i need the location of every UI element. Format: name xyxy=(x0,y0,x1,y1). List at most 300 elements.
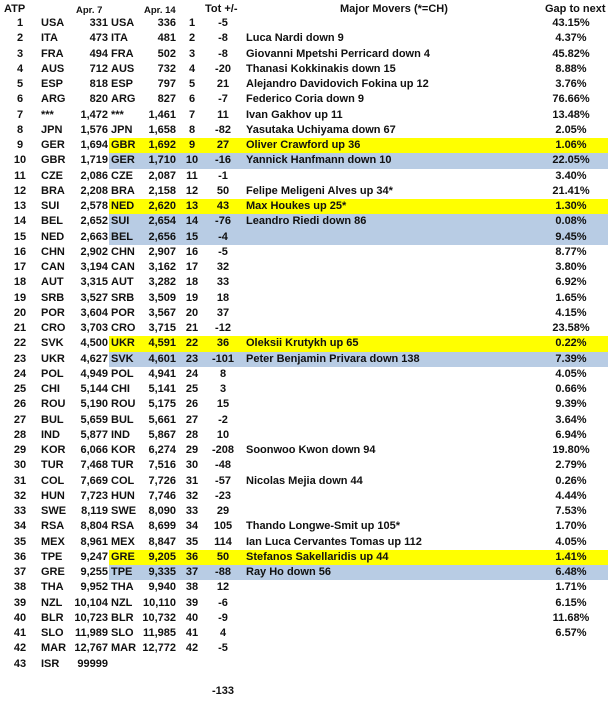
table-row xyxy=(0,138,608,153)
country-apr14: KOR xyxy=(111,444,136,456)
gap-to-next: 4.37% xyxy=(555,32,587,45)
country-apr7: BUL xyxy=(41,413,64,426)
rank-apr14: 35 xyxy=(185,535,199,548)
country-apr7: SVK xyxy=(41,337,64,350)
atp-rank: 20 xyxy=(13,306,27,319)
atp-rank: 18 xyxy=(13,276,27,289)
major-mover: Stefanos Sakellaridis up 44 xyxy=(246,550,389,563)
points-apr14: 3,162 xyxy=(148,261,176,273)
total-change: -1 xyxy=(218,169,228,182)
gap-to-next: 1.06% xyxy=(555,139,587,151)
points-apr7: 818 xyxy=(89,78,108,90)
rank-apr14: 8 xyxy=(188,123,196,136)
points-apr14: 1,692 xyxy=(148,139,176,151)
table-row xyxy=(0,397,608,412)
header-tot: Tot +/- xyxy=(205,3,238,15)
total-change: 32 xyxy=(216,261,230,273)
country-apr14: JPN xyxy=(111,123,133,136)
atp-rank: 29 xyxy=(13,444,27,456)
gap-to-next: 7.39% xyxy=(555,352,587,365)
points-apr14: 8,090 xyxy=(148,505,176,517)
total-change: 10 xyxy=(216,428,230,441)
total-change: -7 xyxy=(218,93,228,106)
major-mover: Thanasi Kokkinakis down 15 xyxy=(246,62,396,75)
total-change: 50 xyxy=(216,184,230,197)
atp-rank: 17 xyxy=(13,261,27,273)
points-apr14: 2,620 xyxy=(148,200,176,212)
country-apr14: IND xyxy=(111,428,130,441)
gap-to-next: 1.65% xyxy=(555,291,587,304)
points-apr7: 6,066 xyxy=(80,444,108,456)
total-change: -5 xyxy=(218,642,228,655)
country-apr14: SWE xyxy=(111,505,137,517)
points-apr14: 336 xyxy=(157,17,176,29)
country-apr14: THA xyxy=(111,581,134,594)
points-apr7: 5,877 xyxy=(80,428,108,441)
country-apr14: COL xyxy=(111,474,135,487)
country-apr7: CAN xyxy=(41,261,65,273)
points-apr14: 8,699 xyxy=(148,520,176,533)
country-apr7: GRE xyxy=(41,566,65,578)
country-apr7: COL xyxy=(41,474,65,487)
atp-rank: 15 xyxy=(13,230,27,243)
country-apr7: CRO xyxy=(41,322,66,334)
table-row xyxy=(0,230,608,245)
table-row xyxy=(0,443,608,458)
country-apr14: POR xyxy=(111,306,135,319)
rank-apr14: 40 xyxy=(185,611,199,624)
total-change: -101 xyxy=(211,352,235,365)
atp-rank: 30 xyxy=(13,459,27,472)
total-change: -48 xyxy=(215,459,231,472)
atp-rank: 39 xyxy=(13,596,27,609)
points-apr7: 8,804 xyxy=(80,520,108,533)
gap-to-next: 3.76% xyxy=(555,78,587,90)
country-apr14: SRB xyxy=(111,291,135,304)
table-row xyxy=(0,108,608,123)
atp-rank: 16 xyxy=(13,245,27,258)
table-row xyxy=(0,428,608,443)
total-change: -76 xyxy=(215,215,231,228)
country-apr14: BRA xyxy=(111,184,135,197)
country-apr7: RSA xyxy=(41,520,65,533)
gap-to-next: 6.92% xyxy=(555,276,587,289)
rank-apr14: 15 xyxy=(185,230,199,243)
rankings-table xyxy=(0,16,608,672)
points-apr7: 9,255 xyxy=(80,566,108,578)
total-change: -82 xyxy=(215,123,231,136)
points-apr7: 2,902 xyxy=(80,245,108,258)
points-apr14: 11,985 xyxy=(142,627,176,639)
gap-to-next: 8.88% xyxy=(555,62,587,75)
country-apr14: AUS xyxy=(111,62,135,75)
country-apr14: BEL xyxy=(111,230,133,243)
points-apr14: 797 xyxy=(157,78,176,90)
table-row xyxy=(0,474,608,489)
country-apr7: HUN xyxy=(41,489,65,502)
major-mover: Luca Nardi down 9 xyxy=(246,32,344,45)
total-change: -6 xyxy=(218,596,228,609)
country-apr14: MEX xyxy=(111,535,135,548)
gap-to-next: 6.48% xyxy=(555,566,587,578)
total-change: -8 xyxy=(218,32,228,45)
table-row xyxy=(0,291,608,306)
table-row xyxy=(0,214,608,229)
points-apr14: 5,141 xyxy=(148,383,176,395)
table-row xyxy=(0,519,608,534)
atp-rank: 13 xyxy=(13,200,27,212)
rank-apr14: 22 xyxy=(185,337,199,350)
gap-to-next: 1.70% xyxy=(555,520,587,533)
atp-rank: 8 xyxy=(16,123,24,136)
points-apr14: 2,158 xyxy=(148,184,176,197)
atp-rank: 37 xyxy=(13,566,27,578)
atp-rank: 36 xyxy=(13,550,27,563)
points-apr14: 2,087 xyxy=(148,169,176,182)
rank-apr14: 5 xyxy=(188,78,196,90)
points-apr14: 1,461 xyxy=(148,108,176,121)
points-apr7: 4,500 xyxy=(80,337,108,350)
total-change: -12 xyxy=(215,322,231,334)
country-apr14: CRO xyxy=(111,322,136,334)
country-apr7: BEL xyxy=(41,215,63,228)
atp-rank: 14 xyxy=(13,215,27,228)
points-apr14: 6,274 xyxy=(148,444,176,456)
points-apr14: 481 xyxy=(157,32,176,45)
total-change: 27 xyxy=(216,139,230,151)
table-row xyxy=(0,260,608,275)
points-apr14: 4,591 xyxy=(148,337,176,350)
country-apr14: CHI xyxy=(111,383,130,395)
gap-to-next: 1.71% xyxy=(555,581,587,594)
atp-rank: 9 xyxy=(16,139,24,151)
points-apr7: 1,472 xyxy=(80,108,108,121)
major-mover: Peter Benjamin Privara down 138 xyxy=(246,352,420,365)
points-apr7: 9,952 xyxy=(80,581,108,594)
major-mover: Giovanni Mpetshi Perricard down 4 xyxy=(246,47,430,60)
rank-apr14: 6 xyxy=(188,93,196,106)
points-apr14: 3,509 xyxy=(148,291,176,304)
gap-to-next: 6.57% xyxy=(555,627,587,639)
country-apr14: GRE xyxy=(111,550,135,563)
atp-rank: 38 xyxy=(13,581,27,594)
total-change: -208 xyxy=(211,444,235,456)
gap-to-next: 4.05% xyxy=(555,367,587,380)
header-movers: Major Movers (*=CH) xyxy=(340,3,448,15)
atp-rank: 31 xyxy=(13,474,27,487)
table-row xyxy=(0,413,608,428)
atp-rank: 10 xyxy=(13,154,27,167)
country-apr14: SVK xyxy=(111,352,134,365)
points-apr14: 1,658 xyxy=(148,123,176,136)
country-apr14: SUI xyxy=(111,215,130,228)
points-apr7: 5,659 xyxy=(80,413,108,426)
points-apr14: 7,726 xyxy=(148,474,176,487)
country-apr7: SUI xyxy=(41,200,60,212)
rank-apr14: 24 xyxy=(185,367,199,380)
points-apr7: 1,694 xyxy=(80,139,108,151)
total-change: 33 xyxy=(216,276,230,289)
country-apr7: SRB xyxy=(41,291,65,304)
gap-to-next: 19.80% xyxy=(552,444,590,456)
total-change: 37 xyxy=(216,306,230,319)
points-apr7: 2,652 xyxy=(80,215,108,228)
country-apr14: NZL xyxy=(111,596,133,609)
major-mover: Max Houkes up 25* xyxy=(246,200,347,212)
gap-to-next: 3.64% xyxy=(555,413,587,426)
gap-to-next: 0.22% xyxy=(555,337,587,350)
points-apr14: 3,567 xyxy=(148,306,176,319)
atp-rank: 6 xyxy=(16,93,24,106)
table-row xyxy=(0,184,608,199)
country-apr7: POR xyxy=(41,306,65,319)
points-apr14: 502 xyxy=(157,47,176,60)
rank-apr14: 37 xyxy=(185,566,199,578)
gap-to-next: 45.82% xyxy=(552,47,590,60)
points-apr7: 10,104 xyxy=(74,596,108,609)
total-change: 8 xyxy=(219,367,227,380)
total-change: -88 xyxy=(215,566,231,578)
gap-to-next: 11.68% xyxy=(552,611,590,624)
rank-apr14: 2 xyxy=(188,32,196,45)
country-apr7: ITA xyxy=(41,32,58,45)
total-change: 29 xyxy=(216,505,230,517)
rank-apr14: 7 xyxy=(188,108,196,121)
total-change: 3 xyxy=(219,383,227,395)
points-apr7: 12,767 xyxy=(74,642,108,655)
atp-rank: 23 xyxy=(13,352,27,365)
country-apr14: *** xyxy=(111,108,124,121)
country-apr7: CHN xyxy=(41,245,65,258)
major-mover: Ian Luca Cervantes Tomas up 112 xyxy=(246,535,422,548)
country-apr14: UKR xyxy=(111,337,135,350)
rank-apr14: 19 xyxy=(185,291,199,304)
gap-to-next: 0.08% xyxy=(555,215,587,228)
rank-apr14: 23 xyxy=(185,352,199,365)
rank-apr14: 16 xyxy=(185,245,199,258)
total-change: 11 xyxy=(217,108,229,121)
major-mover: Felipe Meligeni Alves up 34* xyxy=(246,184,393,197)
country-apr7: GBR xyxy=(41,154,66,167)
atp-rank: 27 xyxy=(13,413,27,426)
atp-rank: 22 xyxy=(13,337,27,350)
points-apr7: 4,627 xyxy=(80,352,108,365)
points-apr7: 2,578 xyxy=(80,200,108,212)
points-apr14: 9,335 xyxy=(148,566,176,578)
points-apr14: 5,661 xyxy=(148,413,176,426)
rank-apr14: 41 xyxy=(185,627,199,639)
table-row xyxy=(0,77,608,92)
points-apr7: 10,723 xyxy=(74,611,108,624)
total-change: 4 xyxy=(219,627,227,639)
total-change: -8 xyxy=(218,47,228,60)
country-apr7: AUS xyxy=(41,62,65,75)
atp-rank: 1 xyxy=(16,17,24,29)
rank-apr14: 31 xyxy=(185,474,199,487)
rank-apr14: 17 xyxy=(185,261,199,273)
total-change: -133 xyxy=(211,685,235,697)
rank-apr14: 21 xyxy=(185,322,199,334)
atp-rank: 3 xyxy=(16,47,24,60)
gap-to-next: 3.80% xyxy=(555,261,587,273)
points-apr14: 4,601 xyxy=(148,352,176,365)
country-apr7: POL xyxy=(41,367,64,380)
major-mover: Leandro Riedi down 86 xyxy=(246,215,367,228)
gap-to-next: 76.66% xyxy=(552,93,590,106)
atp-rank: 28 xyxy=(13,428,27,441)
major-mover: Ivan Gakhov up 11 xyxy=(246,108,343,121)
total-change: -5 xyxy=(218,17,228,29)
country-apr7: MEX xyxy=(41,535,65,548)
points-apr7: 3,703 xyxy=(80,322,108,334)
country-apr7: IND xyxy=(41,428,60,441)
country-apr7: THA xyxy=(41,581,64,594)
table-row xyxy=(0,489,608,504)
table-row xyxy=(0,382,608,397)
country-apr7: ARG xyxy=(41,93,66,106)
gap-to-next: 6.94% xyxy=(555,428,587,441)
table-row xyxy=(0,641,608,656)
country-apr14: CAN xyxy=(111,261,135,273)
country-apr14: USA xyxy=(111,17,135,29)
country-apr7: TPE xyxy=(41,550,63,563)
table-row xyxy=(0,657,608,672)
gap-to-next: 21.41% xyxy=(552,184,590,197)
rank-apr14: 4 xyxy=(188,62,196,75)
gap-to-next: 2.79% xyxy=(555,459,587,472)
atp-rank: 11 xyxy=(14,169,26,182)
points-apr7: 2,208 xyxy=(80,184,108,197)
points-apr14: 5,175 xyxy=(148,398,176,411)
major-mover: Soonwoo Kwon down 94 xyxy=(246,444,376,456)
atp-rank: 42 xyxy=(13,642,27,655)
country-apr7: AUT xyxy=(41,276,64,289)
rank-apr14: 18 xyxy=(185,276,199,289)
rank-apr14: 25 xyxy=(185,383,199,395)
country-apr14: POL xyxy=(111,367,134,380)
table-row xyxy=(0,123,608,138)
points-apr14: 4,941 xyxy=(148,367,176,380)
country-apr7: NZL xyxy=(41,596,63,609)
country-apr14: TUR xyxy=(111,459,134,472)
gap-to-next: 2.05% xyxy=(555,123,587,136)
points-apr7: 3,527 xyxy=(80,291,108,304)
major-mover: Nicolas Mejia down 44 xyxy=(246,474,363,487)
country-apr7: NED xyxy=(41,230,65,243)
points-apr7: 494 xyxy=(89,47,108,60)
country-apr7: ROU xyxy=(41,398,66,411)
country-apr14: SLO xyxy=(111,627,134,639)
atp-rank: 12 xyxy=(13,184,27,197)
gap-to-next: 4.15% xyxy=(555,306,587,319)
table-row xyxy=(0,153,608,168)
total-change: 105 xyxy=(213,520,233,533)
country-apr7: CZE xyxy=(41,169,63,182)
rank-apr14: 20 xyxy=(185,306,199,319)
gap-to-next: 0.66% xyxy=(555,383,587,395)
major-mover: Yasutaka Uchiyama down 67 xyxy=(246,123,396,136)
rank-apr14: 13 xyxy=(185,200,199,212)
table-row xyxy=(0,31,608,46)
points-apr14: 9,205 xyxy=(148,550,176,563)
atp-rank: 2 xyxy=(16,32,24,45)
rank-apr14: 1 xyxy=(188,17,196,29)
table-row xyxy=(0,321,608,336)
atp-rank: 4 xyxy=(16,62,24,75)
header-apr7: Apr. 7 xyxy=(76,5,103,16)
table-row xyxy=(0,535,608,550)
major-mover: Ray Ho down 56 xyxy=(246,566,331,578)
country-apr14: FRA xyxy=(111,47,134,60)
country-apr14: HUN xyxy=(111,489,135,502)
total-change: -23 xyxy=(215,489,231,502)
total-change: -5 xyxy=(218,245,228,258)
table-row xyxy=(0,336,608,351)
country-apr7: GER xyxy=(41,139,65,151)
row-background xyxy=(109,657,608,672)
table-row xyxy=(0,245,608,260)
country-apr14: GBR xyxy=(111,139,136,151)
major-mover: Alejandro Davidovich Fokina up 12 xyxy=(246,78,429,90)
points-apr7: 2,086 xyxy=(80,169,108,182)
country-apr7: JPN xyxy=(41,123,63,136)
major-mover: Oleksii Krutykh up 65 xyxy=(246,337,359,350)
points-apr7: 3,604 xyxy=(80,306,108,319)
country-apr7: TUR xyxy=(41,459,64,472)
rank-apr14: 42 xyxy=(185,642,199,655)
country-apr14: RSA xyxy=(111,520,135,533)
points-apr7: 4,949 xyxy=(80,367,108,380)
atp-rank: 43 xyxy=(13,657,27,670)
points-apr7: 3,315 xyxy=(80,276,108,289)
atp-rank: 34 xyxy=(13,520,27,533)
gap-to-next: 6.15% xyxy=(555,596,587,609)
rank-apr14: 28 xyxy=(185,428,199,441)
total-change: 18 xyxy=(216,291,230,304)
rank-apr14: 30 xyxy=(185,459,199,472)
country-apr7: UKR xyxy=(41,352,65,365)
country-apr7: BRA xyxy=(41,184,65,197)
atp-rank: 19 xyxy=(13,291,27,304)
country-apr14: ROU xyxy=(111,398,136,411)
atp-rank: 33 xyxy=(13,505,27,517)
rank-apr14: 36 xyxy=(185,550,199,563)
table-row xyxy=(0,611,608,626)
points-apr14: 3,282 xyxy=(148,276,176,289)
gap-to-next: 8.77% xyxy=(555,245,587,258)
header-atp: ATP xyxy=(4,3,26,15)
atp-rank: 5 xyxy=(16,78,24,90)
total-change: -9 xyxy=(218,611,228,624)
header-apr14: Apr. 14 xyxy=(144,5,176,16)
table-row xyxy=(0,352,608,367)
table-row xyxy=(0,458,608,473)
rank-apr14: 27 xyxy=(185,413,199,426)
rank-apr14: 32 xyxy=(185,489,199,502)
table-row xyxy=(0,596,608,611)
atp-rank: 26 xyxy=(13,398,27,411)
atp-rank: 24 xyxy=(13,367,27,380)
table-row xyxy=(0,306,608,321)
points-apr7: 820 xyxy=(89,93,108,106)
major-mover: Federico Coria down 9 xyxy=(246,93,364,106)
points-apr14: 9,940 xyxy=(148,581,176,594)
points-apr14: 2,656 xyxy=(148,230,176,243)
country-apr7: SLO xyxy=(41,627,64,639)
points-apr7: 7,468 xyxy=(80,459,108,472)
total-change: 15 xyxy=(216,398,230,411)
country-apr7: SWE xyxy=(41,505,67,517)
